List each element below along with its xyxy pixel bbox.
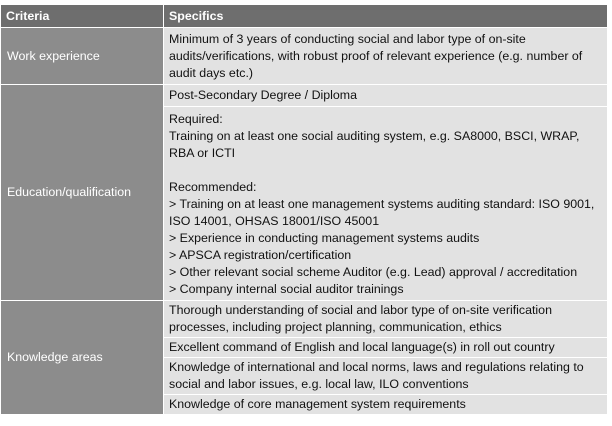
specifics-cell — [164, 107, 608, 301]
criteria-cell-knowledge-areas: Knowledge areas — [1, 301, 164, 415]
header-row — [1, 5, 608, 28]
recommended-item: > Company internal social auditor trainings — [169, 282, 404, 296]
criteria-cell-education: Education/qualification — [1, 85, 164, 301]
recommended-item: > Experience in conducting management systems audits — [169, 231, 480, 245]
table-row — [1, 85, 608, 107]
table-row — [1, 301, 608, 338]
specifics-cell: Excellent command of English and local language(s) in roll out country — [164, 338, 608, 358]
specifics-column-header: Specifics — [164, 5, 608, 28]
criteria-cell-work-experience: Work experience — [1, 28, 164, 85]
specifics-cell: Knowledge of core management system requirements — [164, 395, 608, 415]
specifics-cell: Minimum of 3 years of conducting social and labor type of on-site audits/verifications, with robust proof of relevant experience (e.g. number of audit days etc.) — [164, 28, 608, 85]
criteria-column-header: Criteria — [1, 5, 164, 28]
table-row — [1, 28, 608, 85]
criteria-table — [0, 4, 608, 415]
specifics-cell: Post-Secondary Degree / Diploma — [164, 85, 608, 107]
specifics-cell: Thorough understanding of social and labor type of on-site verification processes, including project planning, communication, ethics — [164, 301, 608, 338]
specifics-cell: Knowledge of international and local norms, laws and regulations relating to social and labor issues, e.g. local law, ILO conventions — [164, 358, 608, 395]
recommended-item: > Other relevant social scheme Auditor (e.g. Lead) approval / accreditation — [169, 265, 578, 279]
recommended-label: Recommended: — [169, 180, 257, 194]
required-label: Required: — [169, 112, 223, 126]
required-text: Training on at least one social auditing system, e.g. SA8000, BSCI, WRAP, RBA or ICTI — [169, 129, 580, 160]
recommended-item: > Training on at least one management systems auditing standard: ISO 9001, ISO 14001, OHSAS 18001/ISO 45001 — [169, 197, 595, 228]
recommended-item: > APSCA registration/certification — [169, 248, 352, 262]
